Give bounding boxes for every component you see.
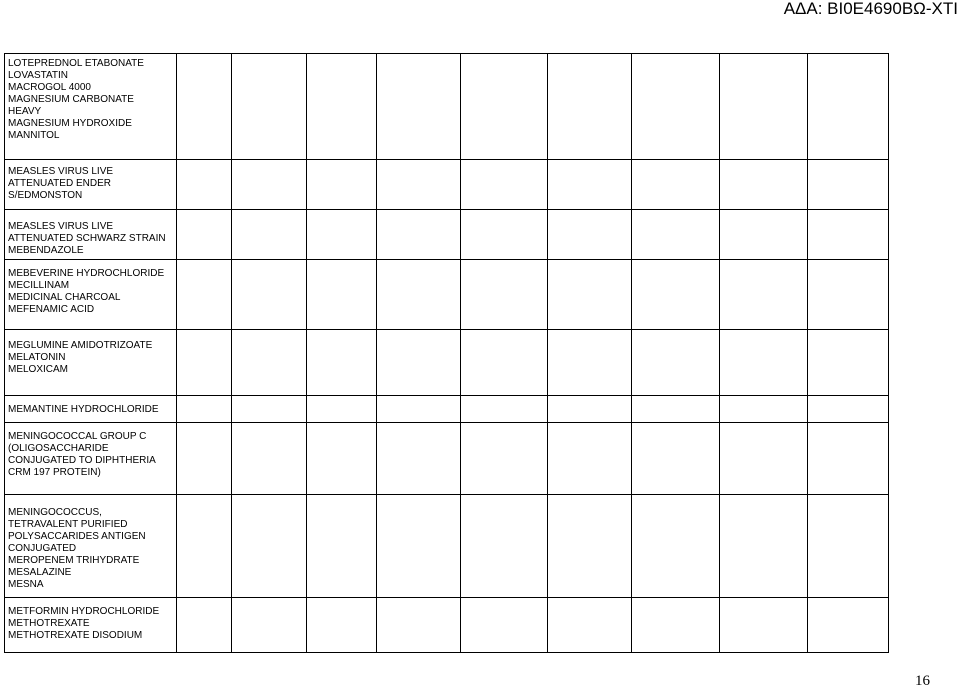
empty-cell — [808, 160, 889, 210]
page-number: 16 — [915, 673, 930, 689]
drug-name-cell: MEMANTINE HYDROCHLORIDE — [5, 396, 177, 423]
empty-cell — [632, 330, 720, 396]
table-row — [5, 54, 889, 160]
empty-cell — [720, 330, 808, 396]
empty-cell — [177, 396, 232, 423]
empty-cell — [461, 260, 548, 330]
empty-cell — [720, 260, 808, 330]
empty-cell — [307, 54, 377, 160]
empty-cell — [632, 260, 720, 330]
empty-cell — [720, 210, 808, 260]
empty-cell — [461, 330, 548, 396]
empty-cell — [177, 495, 232, 598]
table-row — [5, 396, 889, 423]
empty-cell — [377, 160, 461, 210]
empty-cell — [377, 210, 461, 260]
empty-cell — [461, 598, 548, 653]
drug-name-cell: MEASLES VIRUS LIVE ATTENUATED ENDER S/EDMONSTON — [5, 160, 177, 210]
table-row — [5, 598, 889, 653]
empty-cell — [720, 598, 808, 653]
drug-name-cell: MEASLES VIRUS LIVE ATTENUATED SCHWARZ STRAIN MEBENDAZOLE — [5, 210, 177, 260]
table-row — [5, 423, 889, 495]
empty-cell — [177, 210, 232, 260]
empty-cell — [548, 423, 632, 495]
drug-name-cell: METFORMIN HYDROCHLORIDE METHOTREXATE METHOTREXATE DISODIUM — [5, 598, 177, 653]
empty-cell — [307, 210, 377, 260]
table-row — [5, 260, 889, 330]
empty-cell — [377, 396, 461, 423]
empty-cell — [232, 260, 307, 330]
empty-cell — [808, 210, 889, 260]
empty-cell — [377, 330, 461, 396]
empty-cell — [461, 210, 548, 260]
empty-cell — [720, 396, 808, 423]
empty-cell — [177, 260, 232, 330]
table-row — [5, 160, 889, 210]
empty-cell — [377, 598, 461, 653]
empty-cell — [632, 160, 720, 210]
empty-cell — [177, 330, 232, 396]
empty-cell — [720, 495, 808, 598]
empty-cell — [632, 396, 720, 423]
empty-cell — [232, 396, 307, 423]
empty-cell — [461, 54, 548, 160]
empty-cell — [632, 210, 720, 260]
empty-cell — [307, 160, 377, 210]
empty-cell — [632, 423, 720, 495]
empty-cell — [461, 160, 548, 210]
empty-cell — [548, 210, 632, 260]
empty-cell — [232, 54, 307, 160]
empty-cell — [377, 495, 461, 598]
drug-name-cell: MEGLUMINE AMIDOTRIZOATE MELATONIN MELOXICAM — [5, 330, 177, 396]
empty-cell — [307, 495, 377, 598]
empty-cell — [232, 598, 307, 653]
empty-cell — [808, 396, 889, 423]
empty-cell — [720, 160, 808, 210]
empty-cell — [461, 423, 548, 495]
drug-name-cell: MENINGOCOCCUS, TETRAVALENT PURIFIED POLYSACCARIDES ANTIGEN CONJUGATED MEROPENEM TRIHYDRATE MESALAZINE MESNA — [5, 495, 177, 598]
empty-cell — [461, 495, 548, 598]
empty-cell — [548, 260, 632, 330]
empty-cell — [548, 396, 632, 423]
empty-cell — [808, 330, 889, 396]
empty-cell — [632, 54, 720, 160]
empty-cell — [548, 160, 632, 210]
empty-cell — [307, 396, 377, 423]
empty-cell — [232, 210, 307, 260]
table-row — [5, 495, 889, 598]
empty-cell — [548, 598, 632, 653]
empty-cell — [632, 598, 720, 653]
drug-name-cell: MEBEVERINE HYDROCHLORIDE MECILLINAM MEDICINAL CHARCOAL MEFENAMIC ACID — [5, 260, 177, 330]
empty-cell — [461, 396, 548, 423]
drug-name-cell: MENINGOCOCCAL GROUP C (OLIGOSACCHARIDE CONJUGATED TO DIPHTHERIA CRM 197 PROTEIN) — [5, 423, 177, 495]
table-row — [5, 210, 889, 260]
empty-cell — [177, 54, 232, 160]
empty-cell — [232, 423, 307, 495]
table-row — [5, 330, 889, 396]
empty-cell — [808, 423, 889, 495]
empty-cell — [808, 54, 889, 160]
empty-cell — [720, 54, 808, 160]
empty-cell — [632, 495, 720, 598]
empty-cell — [377, 54, 461, 160]
empty-cell — [177, 160, 232, 210]
empty-cell — [548, 54, 632, 160]
empty-cell — [377, 260, 461, 330]
empty-cell — [377, 423, 461, 495]
empty-cell — [720, 423, 808, 495]
empty-cell — [808, 598, 889, 653]
empty-cell — [232, 330, 307, 396]
empty-cell — [808, 260, 889, 330]
empty-cell — [232, 495, 307, 598]
drug-table — [4, 53, 889, 653]
empty-cell — [307, 260, 377, 330]
empty-cell — [307, 423, 377, 495]
empty-cell — [177, 598, 232, 653]
drug-name-cell: LOTEPREDNOL ETABONATE LOVASTATIN MACROGOL 4000 MAGNESIUM CARBONATE HEAVY MAGNESIUM HYDROXIDE MANNITOL — [5, 54, 177, 160]
empty-cell — [307, 330, 377, 396]
empty-cell — [548, 330, 632, 396]
empty-cell — [808, 495, 889, 598]
empty-cell — [548, 495, 632, 598]
empty-cell — [307, 598, 377, 653]
ada-code-header: ΑΔΑ: ΒΙ0Ε4690ΒΩ-ΧΤΙ — [783, 0, 958, 18]
empty-cell — [177, 423, 232, 495]
empty-cell — [232, 160, 307, 210]
